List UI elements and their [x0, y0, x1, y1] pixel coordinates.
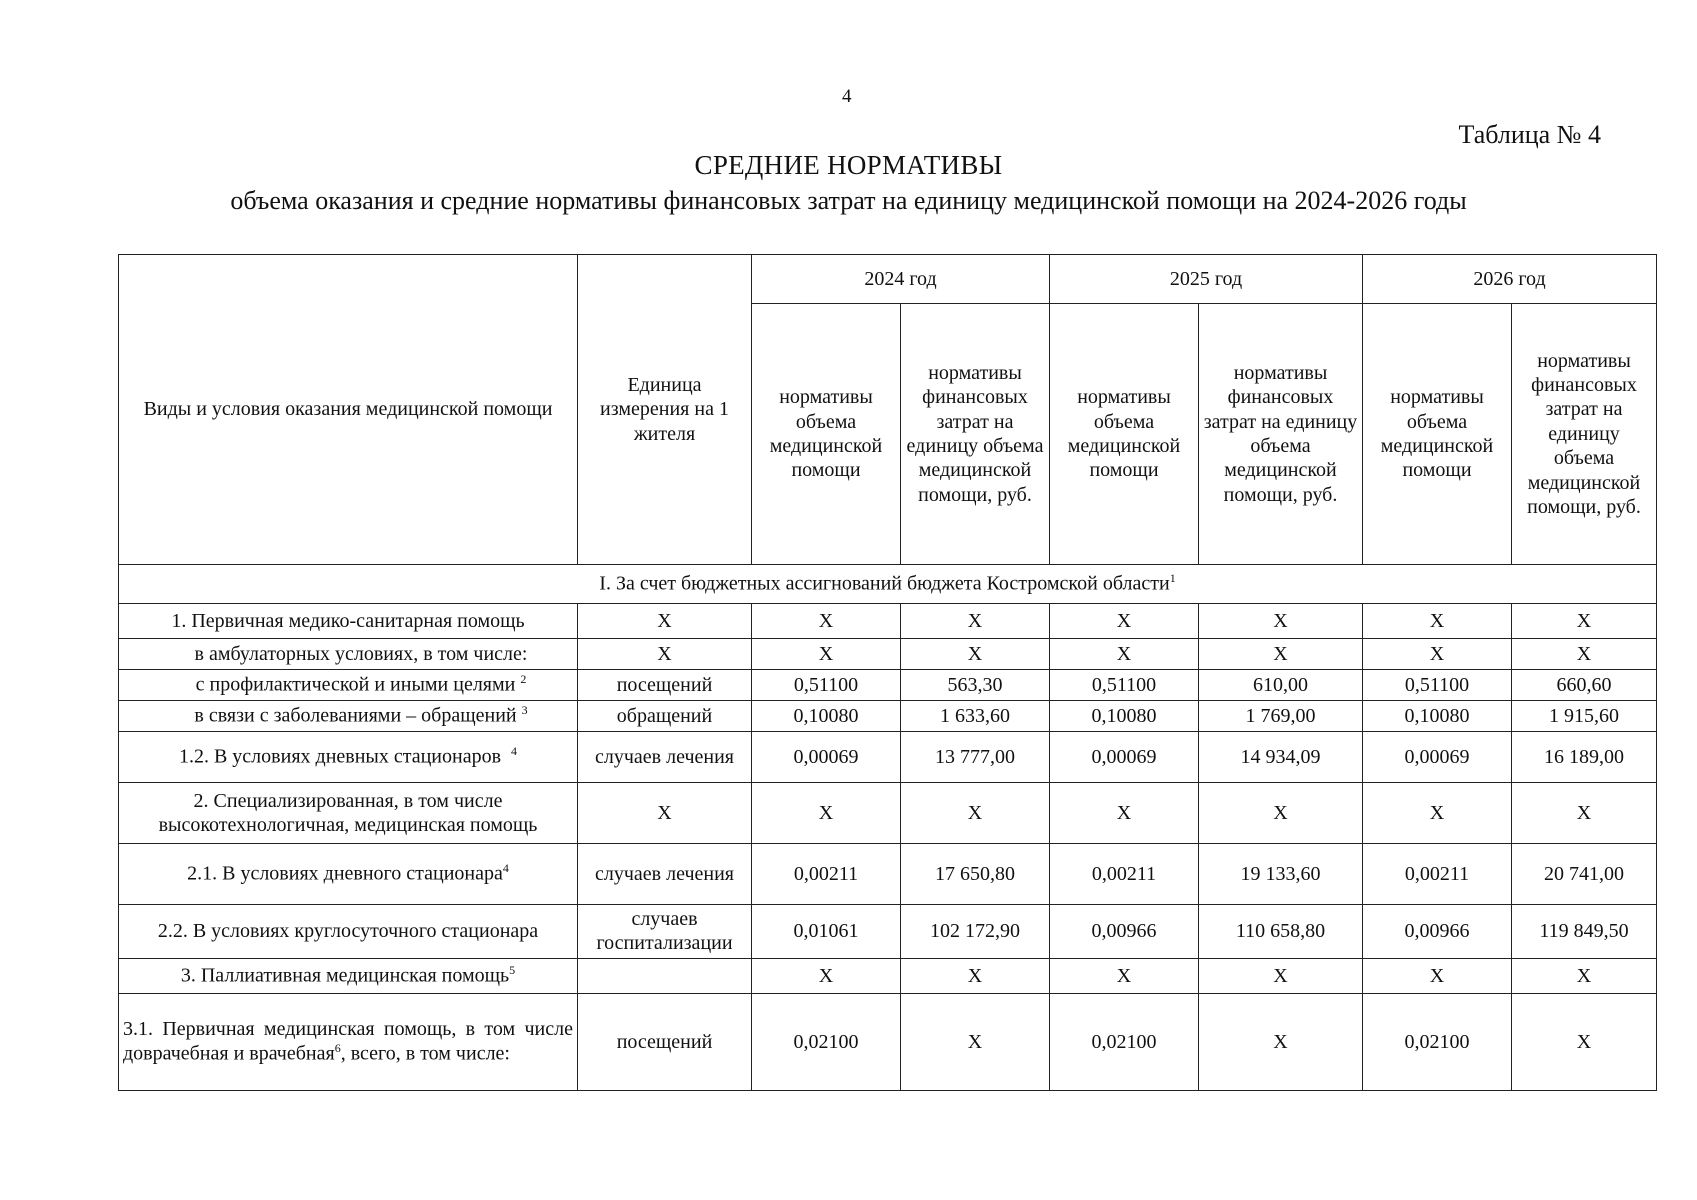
footnote-mark: 2: [520, 672, 527, 687]
cell: X: [1050, 783, 1199, 844]
section-footnote-mark: 1: [1169, 571, 1176, 586]
cell: 0,10080: [1050, 701, 1199, 732]
cell: X: [901, 604, 1050, 639]
section-text: I. За счет бюджетных ассигнований бюджета Костромской области: [599, 573, 1170, 596]
cell: 20 741,00: [1512, 844, 1657, 905]
document-title: СРЕДНИЕ НОРМАТИВЫ: [694, 150, 1003, 180]
header-cost-2026: нормативы финансовых затрат на единицу объема медицинской помощи, руб.: [1512, 304, 1657, 565]
cell: 17 650,80: [901, 844, 1050, 905]
cell: 0,02100: [752, 993, 901, 1090]
cell: 16 189,00: [1512, 732, 1657, 783]
cell: 1 633,60: [901, 701, 1050, 732]
cell: 0,01061: [752, 905, 901, 959]
cell: 0,00966: [1050, 905, 1199, 959]
cell: 0,00069: [752, 732, 901, 783]
norms-table: [118, 254, 1657, 1091]
row-name: в связи с заболеваниями – обращений $^3$: [119, 701, 578, 732]
cell: X: [1363, 639, 1512, 670]
cell: X: [1050, 639, 1199, 670]
page-number: 4: [842, 86, 852, 107]
cell: X: [752, 958, 901, 993]
cell: X: [1199, 783, 1363, 844]
header-volume-2024: нормативы объема медицинской помощи: [752, 304, 901, 565]
cell: 14 934,09: [1199, 732, 1363, 783]
cell: 119 849,50: [1512, 905, 1657, 959]
cell: 1 769,00: [1199, 701, 1363, 732]
header-cost-2025: нормативы финансовых затрат на единицу объема медицинской помощи, руб.: [1199, 304, 1363, 565]
cell: 0,00211: [1050, 844, 1199, 905]
row-unit: случаев госпитализации: [578, 905, 752, 959]
document-subtitle: объема оказания и средние нормативы финансовых затрат на единицу медицинской помощи на 2024-2026 годы: [230, 186, 1467, 215]
row-unit: случаев лечения: [578, 732, 752, 783]
cell: X: [901, 993, 1050, 1090]
table-row: [119, 701, 1657, 732]
cell: X: [1199, 958, 1363, 993]
table-row: [119, 993, 1657, 1090]
cell: X: [901, 958, 1050, 993]
row-name: 3.1. Первичная медицинская помощь, в том числе доврачебная и врачебная$^6$, всего, в том числе:: [119, 993, 578, 1090]
table-row: [119, 783, 1657, 844]
table-row: [119, 732, 1657, 783]
cell: 660,60: [1512, 670, 1657, 701]
cell: X: [1512, 993, 1657, 1090]
table-row: [119, 905, 1657, 959]
cell: X: [1512, 783, 1657, 844]
footnote-mark: 5: [509, 963, 516, 978]
header-volume-2026: нормативы объема медицинской помощи: [1363, 304, 1512, 565]
cell: X: [1050, 958, 1199, 993]
row-name: 2.2. В условиях круглосуточного стационара: [119, 905, 578, 959]
cell: 0,10080: [752, 701, 901, 732]
row-name: 1. Первичная медико-санитарная помощь: [119, 604, 578, 639]
row-unit: посещений: [578, 993, 752, 1090]
header-row-years: [119, 255, 1657, 304]
cell: 0,00069: [1050, 732, 1199, 783]
cell: 0,02100: [1050, 993, 1199, 1090]
cell: X: [1199, 604, 1363, 639]
cell: X: [901, 639, 1050, 670]
cell: 610,00: [1199, 670, 1363, 701]
header-year-2024: 2024 год: [752, 255, 1050, 304]
cell: 0,00966: [1363, 905, 1512, 959]
cell: 563,30: [901, 670, 1050, 701]
row-name: 2.1. В условиях дневного стационара$^4$: [119, 844, 578, 905]
cell: X: [1512, 958, 1657, 993]
cell: X: [752, 604, 901, 639]
header-kinds: Виды и условия оказания медицинской помощи: [119, 255, 578, 565]
table-row: [119, 958, 1657, 993]
header-year-2025: 2025 год: [1050, 255, 1363, 304]
cell: X: [1363, 958, 1512, 993]
row-unit: X: [578, 783, 752, 844]
row-name: 3. Паллиативная медицинская помощь$^5$: [119, 958, 578, 993]
row-name: 2. Специализированная, в том числе высокотехнологичная, медицинская помощь: [119, 783, 578, 844]
cell: 0,10080: [1363, 701, 1512, 732]
cell: 0,00211: [752, 844, 901, 905]
row-unit: случаев лечения: [578, 844, 752, 905]
cell: 0,51100: [752, 670, 901, 701]
section-heading: [119, 565, 1657, 604]
header-cost-2024: нормативы финансовых затрат на единицу объема медицинской помощи, руб.: [901, 304, 1050, 565]
row-unit: посещений: [578, 670, 752, 701]
cell: X: [1512, 639, 1657, 670]
cell: X: [1199, 639, 1363, 670]
row-unit: X: [578, 604, 752, 639]
cell: X: [752, 783, 901, 844]
row-name: 1.2. В условиях дневных стационаров $^4$: [119, 732, 578, 783]
cell: 102 172,90: [901, 905, 1050, 959]
cell: 0,02100: [1363, 993, 1512, 1090]
section-row: [119, 565, 1657, 604]
cell: 1 915,60: [1512, 701, 1657, 732]
row-unit: X: [578, 639, 752, 670]
table-row: [119, 604, 1657, 639]
row-unit: [578, 958, 752, 993]
footnote-mark: 4: [502, 861, 509, 876]
header-unit: Единица измерения на 1 жителя: [578, 255, 752, 565]
row-name: с профилактической и иными целями $^2$: [119, 670, 578, 701]
cell: 13 777,00: [901, 732, 1050, 783]
footnote-mark: 3: [521, 703, 528, 718]
header-year-2026: 2026 год: [1363, 255, 1657, 304]
cell: X: [1363, 604, 1512, 639]
footnote-mark: 6: [334, 1041, 341, 1056]
cell: X: [1363, 783, 1512, 844]
cell: X: [1512, 604, 1657, 639]
cell: 0,00069: [1363, 732, 1512, 783]
footnote-mark: 4: [511, 744, 518, 759]
cell: 0,00211: [1363, 844, 1512, 905]
table-label: Таблица № 4: [1458, 120, 1601, 149]
header-volume-2025: нормативы объема медицинской помощи: [1050, 304, 1199, 565]
cell: 19 133,60: [1199, 844, 1363, 905]
row-name: в амбулаторных условиях, в том числе:: [119, 639, 578, 670]
cell: X: [901, 783, 1050, 844]
cell: 0,51100: [1363, 670, 1512, 701]
table-row: [119, 844, 1657, 905]
cell: 110 658,80: [1199, 905, 1363, 959]
cell: X: [1199, 993, 1363, 1090]
cell: X: [752, 639, 901, 670]
table-row: [119, 670, 1657, 701]
cell: X: [1050, 604, 1199, 639]
cell: 0,51100: [1050, 670, 1199, 701]
table-row: [119, 639, 1657, 670]
row-unit: обращений: [578, 701, 752, 732]
